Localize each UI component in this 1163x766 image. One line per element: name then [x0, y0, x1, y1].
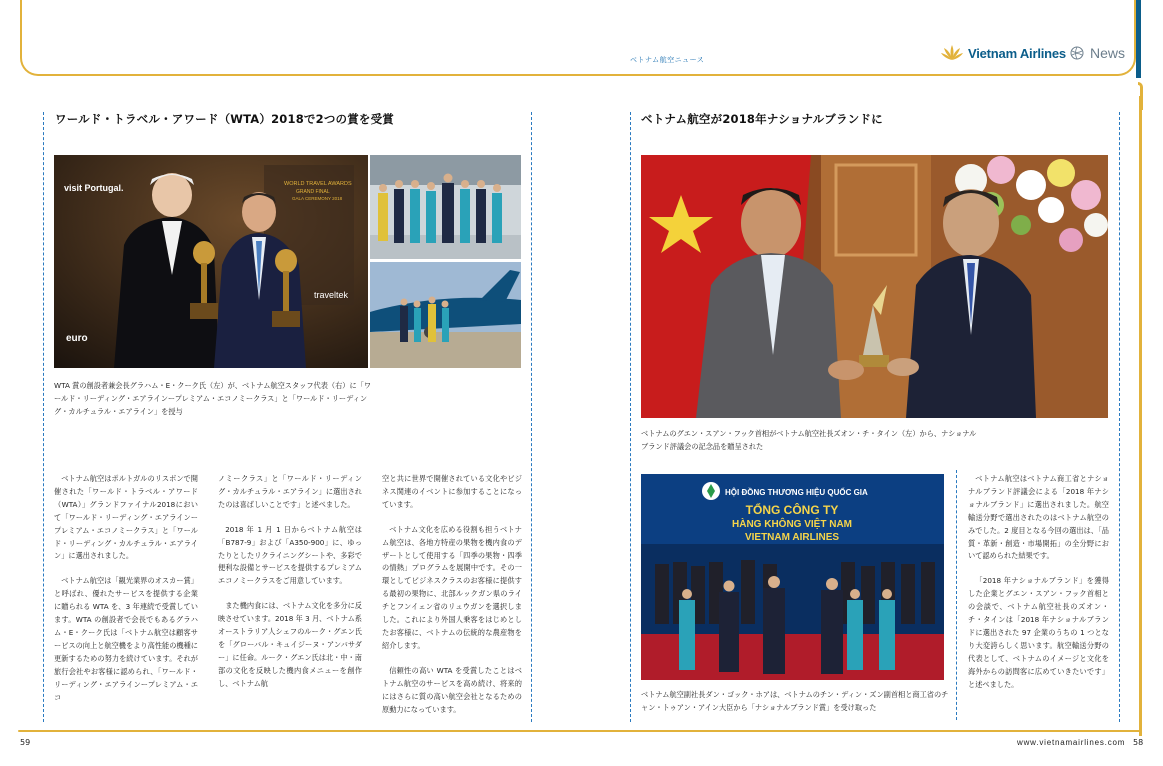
stage-banner-small-text: HỘI ĐỒNG THƯƠNG HIỆU QUỐC GIA [725, 488, 868, 497]
crew-photo-art [370, 155, 521, 259]
column-guide [1119, 112, 1120, 722]
left-article-column-3 [382, 473, 522, 716]
stage-banner-text: VIETNAM AIRLINES [744, 532, 840, 543]
paragraph: 空と共に世界で開催されている文化やビジネス関連のイベントに参加することになっています。 [382, 474, 522, 509]
right-frame-line [1139, 96, 1142, 736]
left-photo-caption: WTA 賞の創設者兼会長グラハム・E・クーク氏（左）が、ベトナム航空スタッフ代表（右）に「ワールド・リーディング・エアラインープレミアム・エコノミークラス」と「ワールド・リーディング・カルチュラル・エアライン」を授与 [54, 381, 372, 416]
header-frame [20, 0, 1136, 76]
footer-rule [18, 730, 1142, 732]
award-stage-photo-art [641, 474, 944, 680]
header-blue-edge [1136, 0, 1141, 78]
paragraph: 「2018 年ナショナルブランド」を獲得した企業とグエン・スアン・フック首相との会談で、ベトナム航空社長のズオン・チ・タインは「2018 年ナショナルブランドに選出された 97 企業のうちの 1 つとなり大変誇らしく思います。航空輸送分野の代表として、ベトナムのイメージと文化を海外からの訪問客に広めていきたいです」と述べました。 [968, 576, 1109, 689]
column-guide [43, 112, 44, 722]
award-stage-photo [641, 474, 944, 680]
column-guide [630, 112, 631, 722]
section-label: ベトナム航空ニュース [630, 56, 705, 64]
page-number-left: 59 [20, 738, 31, 747]
photo-sponsor-text: visit Portugal. [64, 183, 124, 193]
photo-sponsor-text: GALA CEREMONY 2018 [292, 196, 343, 201]
photo-sponsor-text: traveltek [314, 290, 349, 300]
right-article-column [968, 473, 1109, 692]
paragraph: 信頼性の高い WTA を受賞したことはベトナム航空のサービスを高め続け、将来的にはさらに質の高い航空会社となるための原動力になっています。 [382, 665, 522, 714]
brand-name: Vietnam Airlines [968, 45, 1066, 61]
column-guide [531, 112, 532, 722]
photo-sponsor-text: GRAND FINAL [296, 189, 330, 195]
crew-photo [370, 155, 521, 259]
column-guide [956, 470, 957, 720]
aircraft-photo-art [370, 262, 521, 368]
photo-sponsor-text: euro [66, 333, 88, 344]
right-article-title: ベトナム航空が2018年ナショナルブランドに [641, 112, 883, 126]
right-photo-caption-top: ベトナムのグエン・スアン・フック首相がベトナム航空社長ズオン・チ・タイン（左）から、ナショナルブランド評議会の記念品を贈呈された [641, 429, 977, 451]
left-article-title: ワールド・トラベル・アワード（WTA）2018で2つの賞を受賞 [55, 112, 395, 126]
paragraph: また機内食には、ベトナム文化を多分に反映させています。2018 年 3 月、ベトナム系オーストラリア人シェフのルーク・グエン氏を「グローバル・キュイジーヌ・アンバサダー」に任命。ルーク・グエン氏は北・中・南部の文化を反映した機内食メニューを創作し、ベトナム航 [218, 601, 362, 688]
left-article-column-1 [54, 473, 198, 704]
national-brand-photo-art [641, 155, 1108, 418]
award-ceremony-photo [54, 155, 368, 368]
lotus-icon [940, 44, 964, 62]
paragraph: ベトナム航空は「観光業界のオスカー賞」と呼ばれ、優れたサービスを提供する企業に贈られる WTA を、3 年連続で受賞しています。WTA の創設者で会長でもあるグラハム・E・クーク氏は「ベトナム航空は顧客サービスの向上と航空機をより高性能の機種に更新するための努力を続けています。それが旅行会社やお客様に認められ、「ワールド・リーディング・エアラインープレミアム・エコ [54, 576, 198, 702]
globe-icon [1070, 46, 1084, 60]
stage-banner-text: TỔNG CÔNG TY [745, 503, 839, 517]
footer-url[interactable]: www.vietnamairlines.com [1017, 738, 1126, 747]
paragraph: ベトナム航空はポルトガルのリスボンで開催された「ワールド・トラベル・アワード（WTA）」グランドファイナル2018において「ワールド・リーディング・エアラインープレミアム・エコノミークラス」と「ワールド・リーディング・カルチュラル・エアライン」に選出されました。 [54, 474, 198, 561]
paragraph: ノミークラス」と「ワールド・リーディング・カルチュラル・エアライン」に選出されたのは喜ばしいことです」と述べました。 [218, 474, 362, 509]
brand-logo [940, 44, 1125, 62]
paragraph: 2018 年 1 月 1 日からベトナム航空は「B787-9」および「A350-900」に、ゆったりとしたリクライニングシートや、多彩で便利な設備とサービスを提供するプレミアムエコノミークラスをご用意しています。 [218, 524, 362, 586]
page-number-right: 58 [1133, 738, 1144, 747]
paragraph: ベトナム航空はベトナム商工省とナショナルブランド評議会による「2018 年ナショナルブランド」に選出されました。航空輸送分野で選出されたのはベトナム航空のみでした。2 度目となる今回の選出は、「品質・革新・創造・市場開拓」の全分野において認められた結果です。 [968, 474, 1109, 561]
brand-news-label: News [1089, 45, 1125, 61]
left-article-column-2 [218, 473, 362, 691]
stage-banner-text: HÀNG KHÔNG VIỆT NAM [732, 519, 852, 530]
award-photo-art [54, 155, 368, 368]
aircraft-photo [370, 262, 521, 368]
photo-sponsor-text: WORLD TRAVEL AWARDS [284, 181, 352, 187]
right-photo-caption-bottom: ベトナム航空副社長ダン・ゴック・ホアは、ベトナムのチン・ディン・ズン副首相と商工省のチャン・トゥアン・アイン大臣から「ナショナルブランド賞」を受け取った [641, 690, 949, 712]
paragraph: ベトナム文化を広める役割も担うベトナム航空は、各地方特産の果物を機内食のデザートとして使用する「四季の果物・四季の情熱」プログラムを展開中です。その一環としてビジネスクラスのお客様に提供する最初の果物に、北部ルックガン県のライチとフンイェン省のリュウガンを選択しました。これにより外国人乗客をはじめとしたお客様に、ベトナムの伝統的な農産物を紹介します。 [382, 524, 522, 650]
national-brand-photo [641, 155, 1108, 418]
